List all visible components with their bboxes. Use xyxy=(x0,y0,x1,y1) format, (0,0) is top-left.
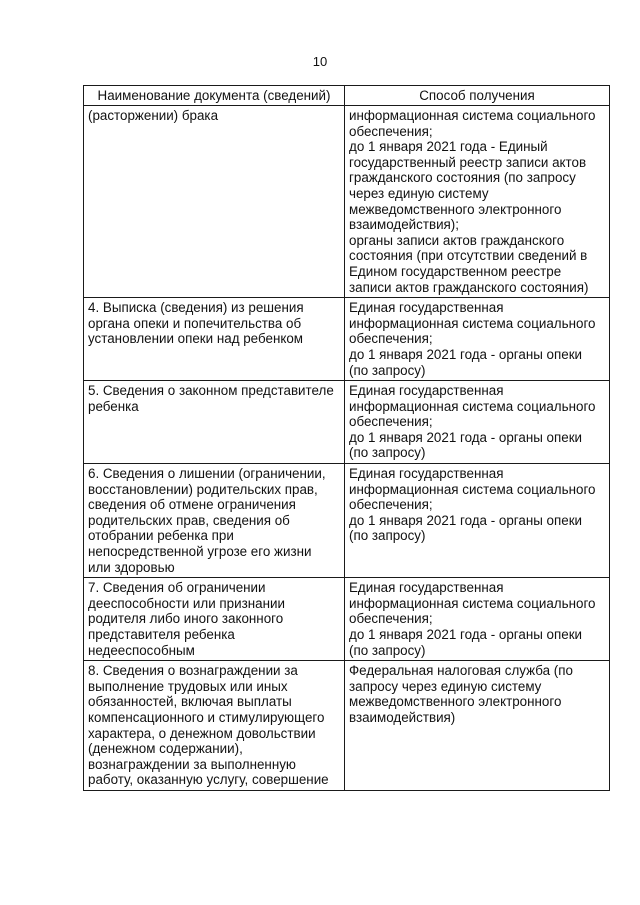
document-cell: 7. Сведения об ограничении дееспособности или признании родителя либо иного законного представителя ребенка недееспособным xyxy=(84,578,345,661)
table-row xyxy=(84,106,610,298)
header-document-name: Наименование документа (сведений) xyxy=(84,86,345,106)
document-cell: 6. Сведения о лишении (ограничении, восстановлении) родительских прав, сведения об отмене ограничения родительских прав, сведения об отобрании ребенка при непосредственной угрозе его жизни или здоровью xyxy=(84,464,345,578)
document-cell: 8. Сведения о вознаграждении за выполнение трудовых или иных обязанностей, включая выплаты компенсационного и стимулирующего характера, о денежном довольствии (денежном содержании), вознаграждении за выполненную работу, оказанную услугу, совершение xyxy=(84,661,345,791)
table-row xyxy=(84,661,610,791)
method-cell: информационная система социального обеспечения; до 1 января 2021 года - Единый государственный реестр записи актов гражданского состояния (по запросу через единую систему межведомственного электронного взаимодействия); органы записи актов гражданского состояния (при отсутствии сведений в Едином государственном реестре записи актов гражданского состояния) xyxy=(345,106,610,298)
method-cell: Единая государственная информационная система социального обеспечения; до 1 января 2021 года - органы опеки (по запросу) xyxy=(345,298,610,381)
documents-table xyxy=(83,85,610,791)
page-number: 10 xyxy=(312,54,328,69)
document-cell: (расторжении) брака xyxy=(84,106,345,298)
table-row xyxy=(84,298,610,381)
document-cell: 5. Сведения о законном представителе ребенка xyxy=(84,381,345,464)
method-cell: Единая государственная информационная система социального обеспечения; до 1 января 2021 года - органы опеки (по запросу) xyxy=(345,578,610,661)
document-cell: 4. Выписка (сведения) из решения органа опеки и попечительства об установлении опеки над ребенком xyxy=(84,298,345,381)
table-row xyxy=(84,381,610,464)
method-cell: Единая государственная информационная система социального обеспечения; до 1 января 2021 года - органы опеки (по запросу) xyxy=(345,381,610,464)
table-header-row xyxy=(84,86,610,106)
table-row xyxy=(84,578,610,661)
table-row xyxy=(84,464,610,578)
method-cell: Федеральная налоговая служба (по запросу через единую систему межведомственного электронного взаимодействия) xyxy=(345,661,610,791)
header-obtaining-method: Способ получения xyxy=(345,86,610,106)
method-cell: Единая государственная информационная система социального обеспечения; до 1 января 2021 года - органы опеки (по запросу) xyxy=(345,464,610,578)
